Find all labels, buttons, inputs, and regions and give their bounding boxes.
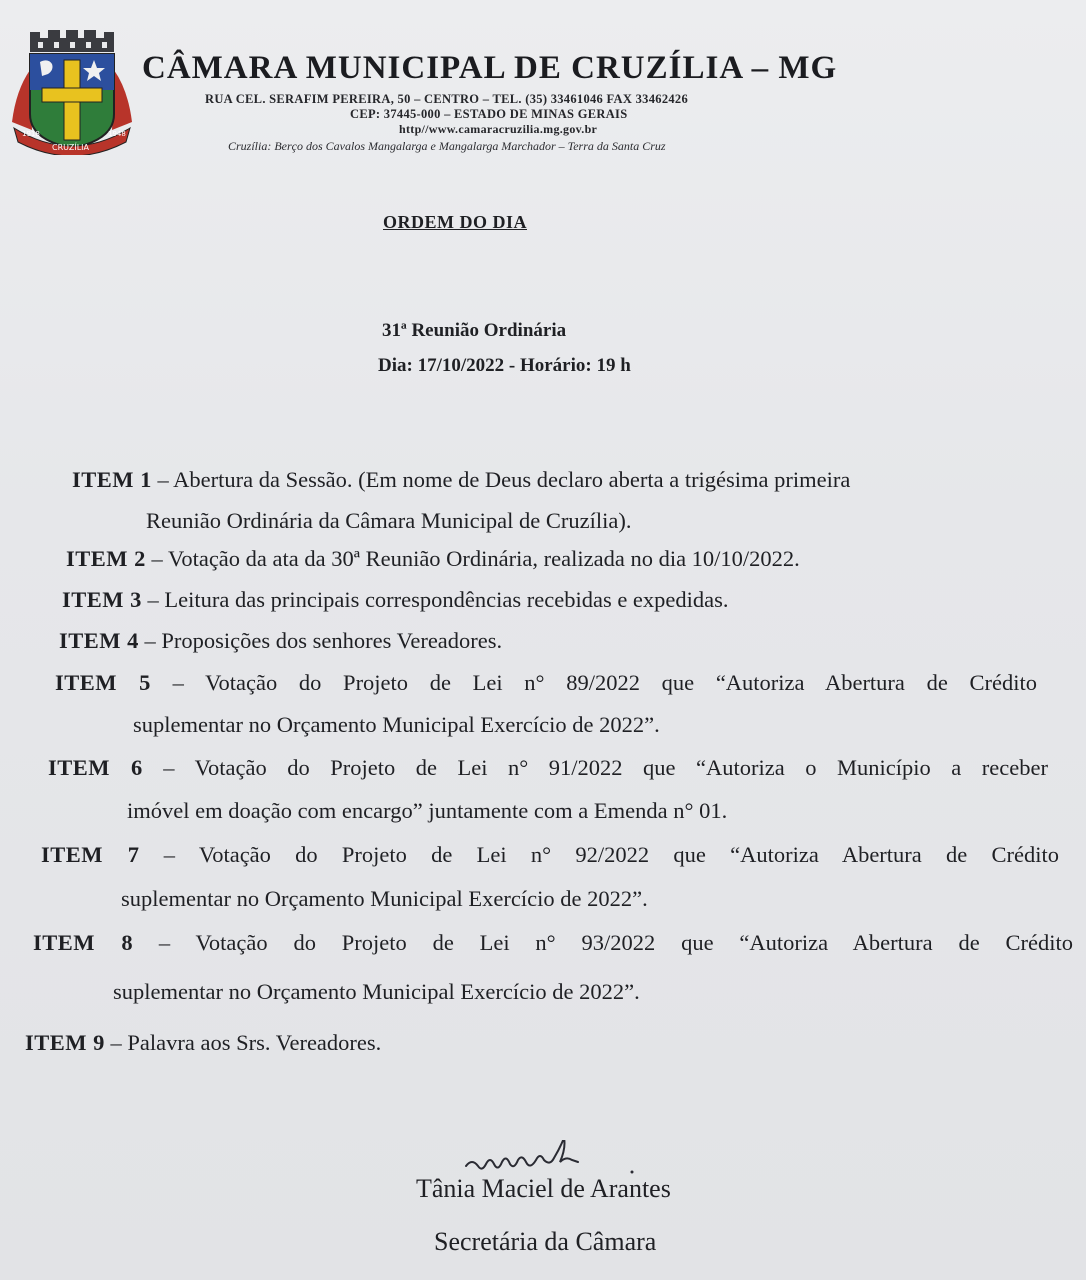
council-cep: CEP: 37445-000 – ESTADO DE MINAS GERAIS (350, 107, 628, 121)
item-label: ITEM 2 (66, 546, 146, 571)
crest-year-left: 1918 (22, 130, 40, 138)
item-text: – Abertura da Sessão. (Em nome de Deus declaro aberta a trigésima primeira (151, 467, 851, 492)
agenda-item-8-continuation (113, 979, 640, 1005)
item-text-continued: imóvel em doação com encargo” juntamente com a Emenda n° 01. (127, 798, 728, 823)
item-text-continued: suplementar no Orçamento Municipal Exercício de 2022”. (113, 979, 640, 1004)
item-text: – Votação do Projeto de Lei n° 91/2022 que “Autoriza o Município a receber (142, 755, 1048, 780)
item-text: – Votação do Projeto de Lei n° 92/2022 que “Autoriza Abertura de Crédito (139, 842, 1059, 867)
council-address: RUA CEL. SERAFIM PEREIRA, 50 – CENTRO – TEL. (35) 33461046 FAX 33462426 (205, 92, 689, 106)
crest-year-right: 1948 (108, 130, 126, 138)
agenda-item-6-continuation (127, 798, 727, 824)
agenda-item-6 (48, 755, 1048, 781)
item-label: ITEM 3 (62, 587, 142, 612)
agenda-item-5-continuation (133, 712, 660, 738)
item-text: – Votação do Projeto de Lei n° 89/2022 que “Autoriza Abertura de Crédito (150, 670, 1037, 695)
item-text-continued: suplementar no Orçamento Municipal Exercício de 2022”. (121, 886, 648, 911)
crest-city-text: CRUZÍLIA (52, 143, 89, 152)
council-title: CÂMARA MUNICIPAL DE CRUZÍLIA – MG (142, 50, 838, 86)
item-text-continued: suplementar no Orçamento Municipal Exercício de 2022”. (133, 712, 660, 737)
agenda-item-2 (66, 546, 800, 572)
item-text: – Palavra aos Srs. Vereadores. (104, 1030, 382, 1055)
agenda-item-4 (59, 628, 502, 654)
item-label: ITEM 5 (55, 670, 151, 695)
item-text: – Votação da ata da 30ª Reunião Ordinária, realizada no dia 10/10/2022. (145, 546, 800, 571)
item-label: ITEM 4 (59, 628, 139, 653)
item-label: ITEM 9 (25, 1030, 105, 1055)
agenda-item-1-continuation (146, 508, 631, 534)
item-label: ITEM 7 (41, 842, 140, 867)
agenda-item-5 (55, 670, 1037, 696)
item-text: – Leitura das principais correspondências recebidas e expedidas. (141, 587, 729, 612)
item-text-continued: Reunião Ordinária da Câmara Municipal de Cruzília). (146, 508, 632, 533)
agenda-item-3 (62, 587, 729, 613)
item-text: – Proposições dos senhores Vereadores. (138, 628, 503, 653)
municipal-crest-logo (8, 30, 136, 155)
signatory-name: Tânia Maciel de Arantes (416, 1174, 671, 1203)
council-motto: Cruzília: Berço dos Cavalos Mangalarga e Mangalarga Marchador – Terra da Santa Cruz (228, 139, 666, 153)
agenda-item-7 (41, 842, 1059, 868)
item-text: – Votação do Projeto de Lei n° 93/2022 que “Autoriza Abertura de Crédito (133, 930, 1073, 955)
agenda-item-7-continuation (121, 886, 648, 912)
item-label: ITEM 6 (48, 755, 143, 780)
document-heading: ORDEM DO DIA (383, 212, 527, 232)
agenda-item-9 (25, 1030, 381, 1056)
session-title: 31ª Reunião Ordinária (382, 320, 567, 341)
item-label: ITEM 1 (72, 467, 152, 492)
agenda-item-1 (72, 467, 850, 493)
signatory-role: Secretária da Câmara (434, 1227, 657, 1256)
agenda-item-8 (33, 930, 1073, 956)
item-label: ITEM 8 (33, 930, 134, 955)
session-date: Dia: 17/10/2022 - Horário: 19 h (378, 355, 631, 376)
council-url: http//www.camaracruzilia.mg.gov.br (399, 122, 598, 136)
